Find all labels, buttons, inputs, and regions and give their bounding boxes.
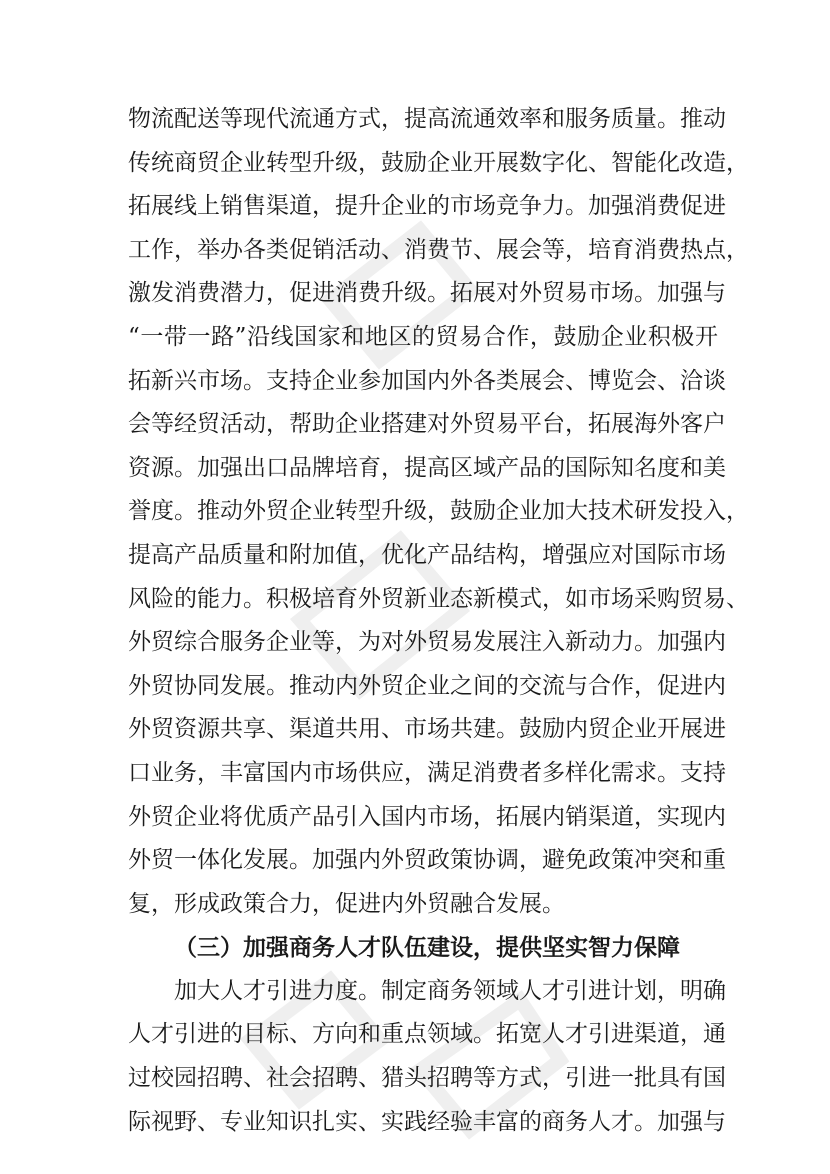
paragraph-line: 口业务，丰富国内市场供应，满足消费者多样化需求。支持 bbox=[128, 759, 726, 786]
paragraph-line: 资源。加强出口品牌培育，提高区域产品的国际知名度和美 bbox=[128, 454, 726, 481]
paragraph-line: 拓展线上销售渠道，提升企业的市场竞争力。加强消费促进 bbox=[128, 193, 726, 220]
paragraph-line: 际视野、专业知识扎实、实践经验丰富的商务人才。加强与 bbox=[128, 1108, 726, 1135]
paragraph-line: 拓新兴市场。支持企业参加国内外各类展会、博览会、洽谈 bbox=[128, 367, 726, 394]
paragraph-line: 提高产品质量和附加值，优化产品结构，增强应对国际市场 bbox=[128, 541, 726, 568]
paragraph-line: 复，形成政策合力，促进内外贸融合发展。 bbox=[128, 890, 565, 917]
paragraph-line: 外贸企业将优质产品引入国内市场，拓展内销渠道，实现内 bbox=[128, 803, 726, 830]
section-heading: （三）加强商务人才队伍建设，提供坚实智力保障 bbox=[174, 934, 680, 962]
paragraph-line: 过校园招聘、社会招聘、猎头招聘等方式，引进一批具有国 bbox=[128, 1065, 726, 1092]
paragraph-line: 外贸综合服务企业等，为对外贸易发展注入新动力。加强内 bbox=[128, 629, 726, 656]
paragraph-line: 人才引进的目标、方向和重点领域。拓宽人才引进渠道，通 bbox=[128, 1021, 726, 1048]
paragraph-line: 外贸协同发展。推动内外贸企业之间的交流与合作，促进内 bbox=[128, 672, 726, 699]
paragraph-line: 物流配送等现代流通方式，提高流通效率和服务质量。推动 bbox=[128, 106, 726, 132]
paragraph-line: “一带一路”沿线国家和地区的贸易合作，鼓励企业积极开 bbox=[128, 323, 718, 350]
paragraph-line: 会等经贸活动，帮助企业搭建对外贸易平台，拓展海外客户 bbox=[128, 411, 726, 438]
paragraph-line: 激发消费潜力，促进消费升级。拓展对外贸易市场。加强与 bbox=[128, 280, 726, 307]
paragraph-line: 风险的能力。积极培育外贸新业态新模式，如市场采购贸易、 bbox=[128, 585, 749, 612]
paragraph-line: 外贸资源共享、渠道共用、市场共建。鼓励内贸企业开展进 bbox=[128, 716, 726, 743]
document-body bbox=[128, 98, 749, 1144]
paragraph-line: 传统商贸企业转型升级，鼓励企业开展数字化、智能化改造， bbox=[128, 149, 749, 176]
paragraph-line: 加大人才引进力度。制定商务领域人才引进计划，明确 bbox=[174, 977, 726, 1004]
paragraph-line: 誉度。推动外贸企业转型升级，鼓励企业加大技术研发投入， bbox=[128, 498, 749, 525]
paragraph-line: 工作，举办各类促销活动、消费节、展会等，培育消费热点， bbox=[128, 236, 749, 263]
paragraph-line: 外贸一体化发展。加强内外贸政策协调，避免政策冲突和重 bbox=[128, 847, 726, 874]
